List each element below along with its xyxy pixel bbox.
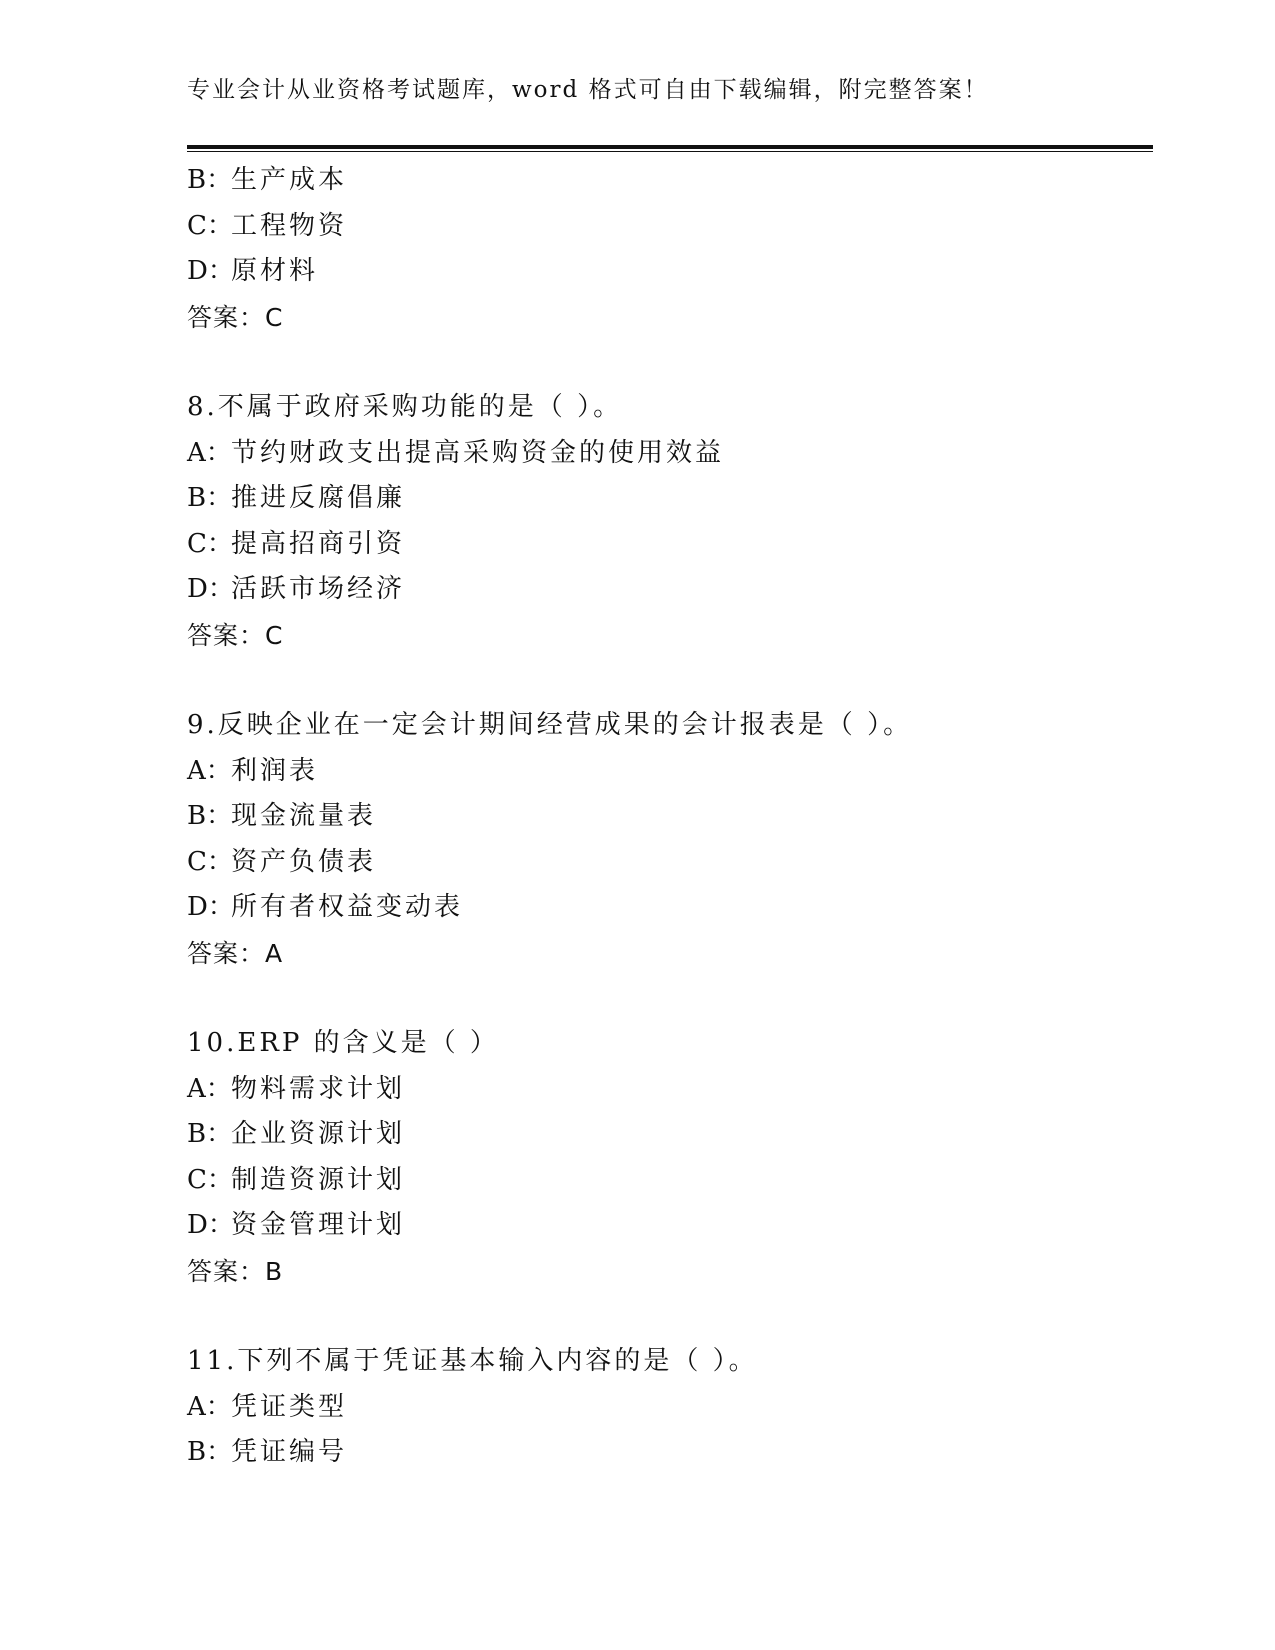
option-line: [187, 1067, 1153, 1113]
option-line: [187, 249, 1153, 295]
option-line: [187, 522, 1153, 568]
option-line: [187, 749, 1153, 795]
option-letter: D：: [187, 256, 234, 286]
option-text: 凭证类型: [231, 1391, 348, 1422]
spacer: [187, 976, 1153, 1021]
option-text: 原材料: [231, 256, 319, 286]
option-letter: C：: [187, 846, 233, 877]
option-line: [187, 1203, 1153, 1249]
option-text: 推进反腐倡廉: [231, 483, 406, 513]
option-text: 凭证编号: [231, 1437, 348, 1467]
option-text: 资金管理计划: [231, 1210, 406, 1240]
question-stem: 10.ERP 的含义是（ ）: [187, 1028, 499, 1058]
option-line: [187, 567, 1153, 613]
option-line: [187, 476, 1153, 522]
option-line: [187, 1430, 1153, 1476]
answer-line: 答案：C: [187, 302, 284, 332]
option-text: 资产负债表: [231, 846, 377, 877]
option-line: [187, 204, 1153, 250]
option-letter: C：: [187, 1164, 233, 1195]
option-letter: B：: [187, 801, 233, 831]
answer-line: 答案：B: [187, 1256, 284, 1286]
header-divider: [187, 145, 1153, 152]
option-text: 企业资源计划: [231, 1119, 406, 1149]
option-line: [187, 158, 1153, 204]
header-divider-thin-line: [187, 151, 1153, 152]
answer-line: 答案：C: [187, 620, 284, 650]
option-letter: D：: [187, 892, 234, 922]
option-text: 节约财政支出提高采购资金的使用效益: [231, 437, 725, 468]
option-letter: D：: [187, 574, 234, 604]
option-text: 所有者权益变动表: [231, 892, 464, 922]
option-text: 利润表: [231, 755, 319, 786]
option-letter: A：: [187, 437, 232, 468]
option-letter: A：: [187, 755, 232, 786]
option-letter: D：: [187, 1210, 234, 1240]
spacer: [187, 1294, 1153, 1339]
option-line: [187, 840, 1153, 886]
option-letter: A：: [187, 1073, 232, 1104]
question-content: [187, 158, 1153, 1476]
option-letter: B：: [187, 1437, 233, 1467]
spacer: [187, 658, 1153, 703]
option-text: 提高招商引资: [231, 528, 406, 559]
option-text: 工程物资: [231, 210, 348, 241]
header-divider-thick-line: [187, 145, 1153, 149]
option-letter: C：: [187, 210, 233, 241]
spacer: [187, 340, 1153, 385]
option-text: 活跃市场经济: [231, 574, 406, 604]
option-line: [187, 1385, 1153, 1431]
question-stem: 11.下列不属于凭证基本输入内容的是（ ）。: [187, 1346, 758, 1376]
option-letter: B：: [187, 165, 233, 195]
option-text: 生产成本: [231, 165, 348, 195]
header-note: 专业会计从业资格考试题库，word 格式可自由下载编辑，附完整答案！: [187, 77, 989, 103]
option-letter: B：: [187, 1119, 233, 1149]
option-line: [187, 1112, 1153, 1158]
option-line: [187, 1158, 1153, 1204]
option-letter: C：: [187, 528, 233, 559]
option-line: [187, 885, 1153, 931]
option-text: 制造资源计划: [231, 1164, 406, 1195]
option-letter: B：: [187, 483, 233, 513]
option-text: 物料需求计划: [231, 1073, 406, 1104]
question-stem: 9.反映企业在一定会计期间经营成果的会计报表是（ ）。: [187, 710, 913, 740]
option-letter: A：: [187, 1391, 232, 1422]
question-stem: 8.不属于政府采购功能的是（ ）。: [187, 392, 623, 422]
option-line: [187, 794, 1153, 840]
option-text: 现金流量表: [231, 801, 377, 831]
option-line: [187, 431, 1153, 477]
answer-line: 答案：A: [187, 938, 284, 968]
